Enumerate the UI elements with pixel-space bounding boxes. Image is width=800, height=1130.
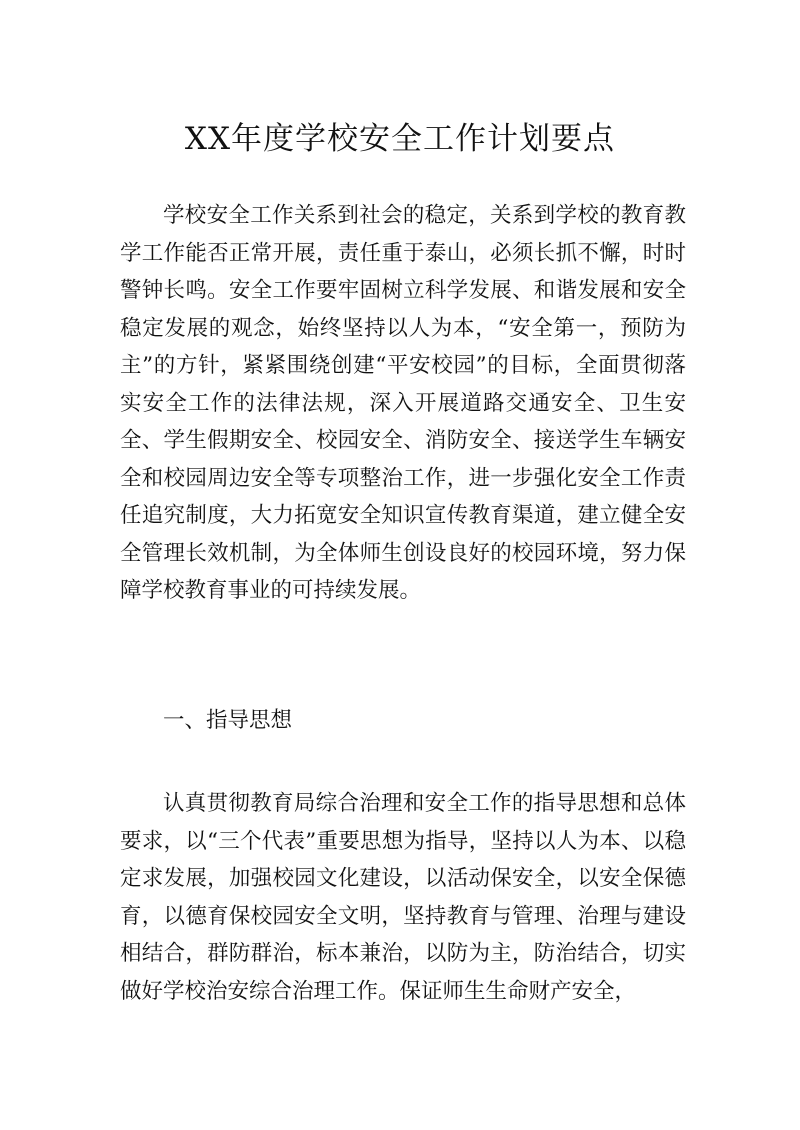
section-heading: 一、指导思想 — [163, 708, 293, 733]
document-title: XX年度学校安全工作计划要点 — [184, 120, 616, 157]
intro-paragraph: 学校安全工作关系到社会的稳定，关系到学校的教育教学工作能否正常开展，责任重于泰山，必须长抓不懈，时时警钟长鸣。安全工作要牢固树立科学发展、和谐发展和安全稳定发展的观念，始终坚持以人为本，“安全第一，预防为主”的方针，紧紧围绕创建“平安校园”的目标，全面贯彻落实安全工作的法律法规，深入开展道路交通安全、卫生安全、学生假期安全、校园安全、消防安全、接送学生车辆安全和校园周边安全等专项整治工作，进一步强化安全工作责任追究制度，大力拓宽安全知识宣传教育渠道，建立健全安全管理长效机制，为全体师生创设良好的校园环境，努力保障学校教育事业的可持续发展。 — [120, 203, 686, 603]
section-paragraph: 认真贯彻教育局综合治理和安全工作的指导思想和总体要求，以“三个代表”重要思想为指导，坚持以人为本、以稳定求发展，加强校园文化建设，以活动保安全，以安全保德育，以德育保校园安全文明，坚持教育与管理、治理与建设相结合，群防群治，标本兼治，以防为主，防治结合，切实做好学校治安综合治理工作。保证师生生命财产安全， — [120, 791, 686, 1004]
